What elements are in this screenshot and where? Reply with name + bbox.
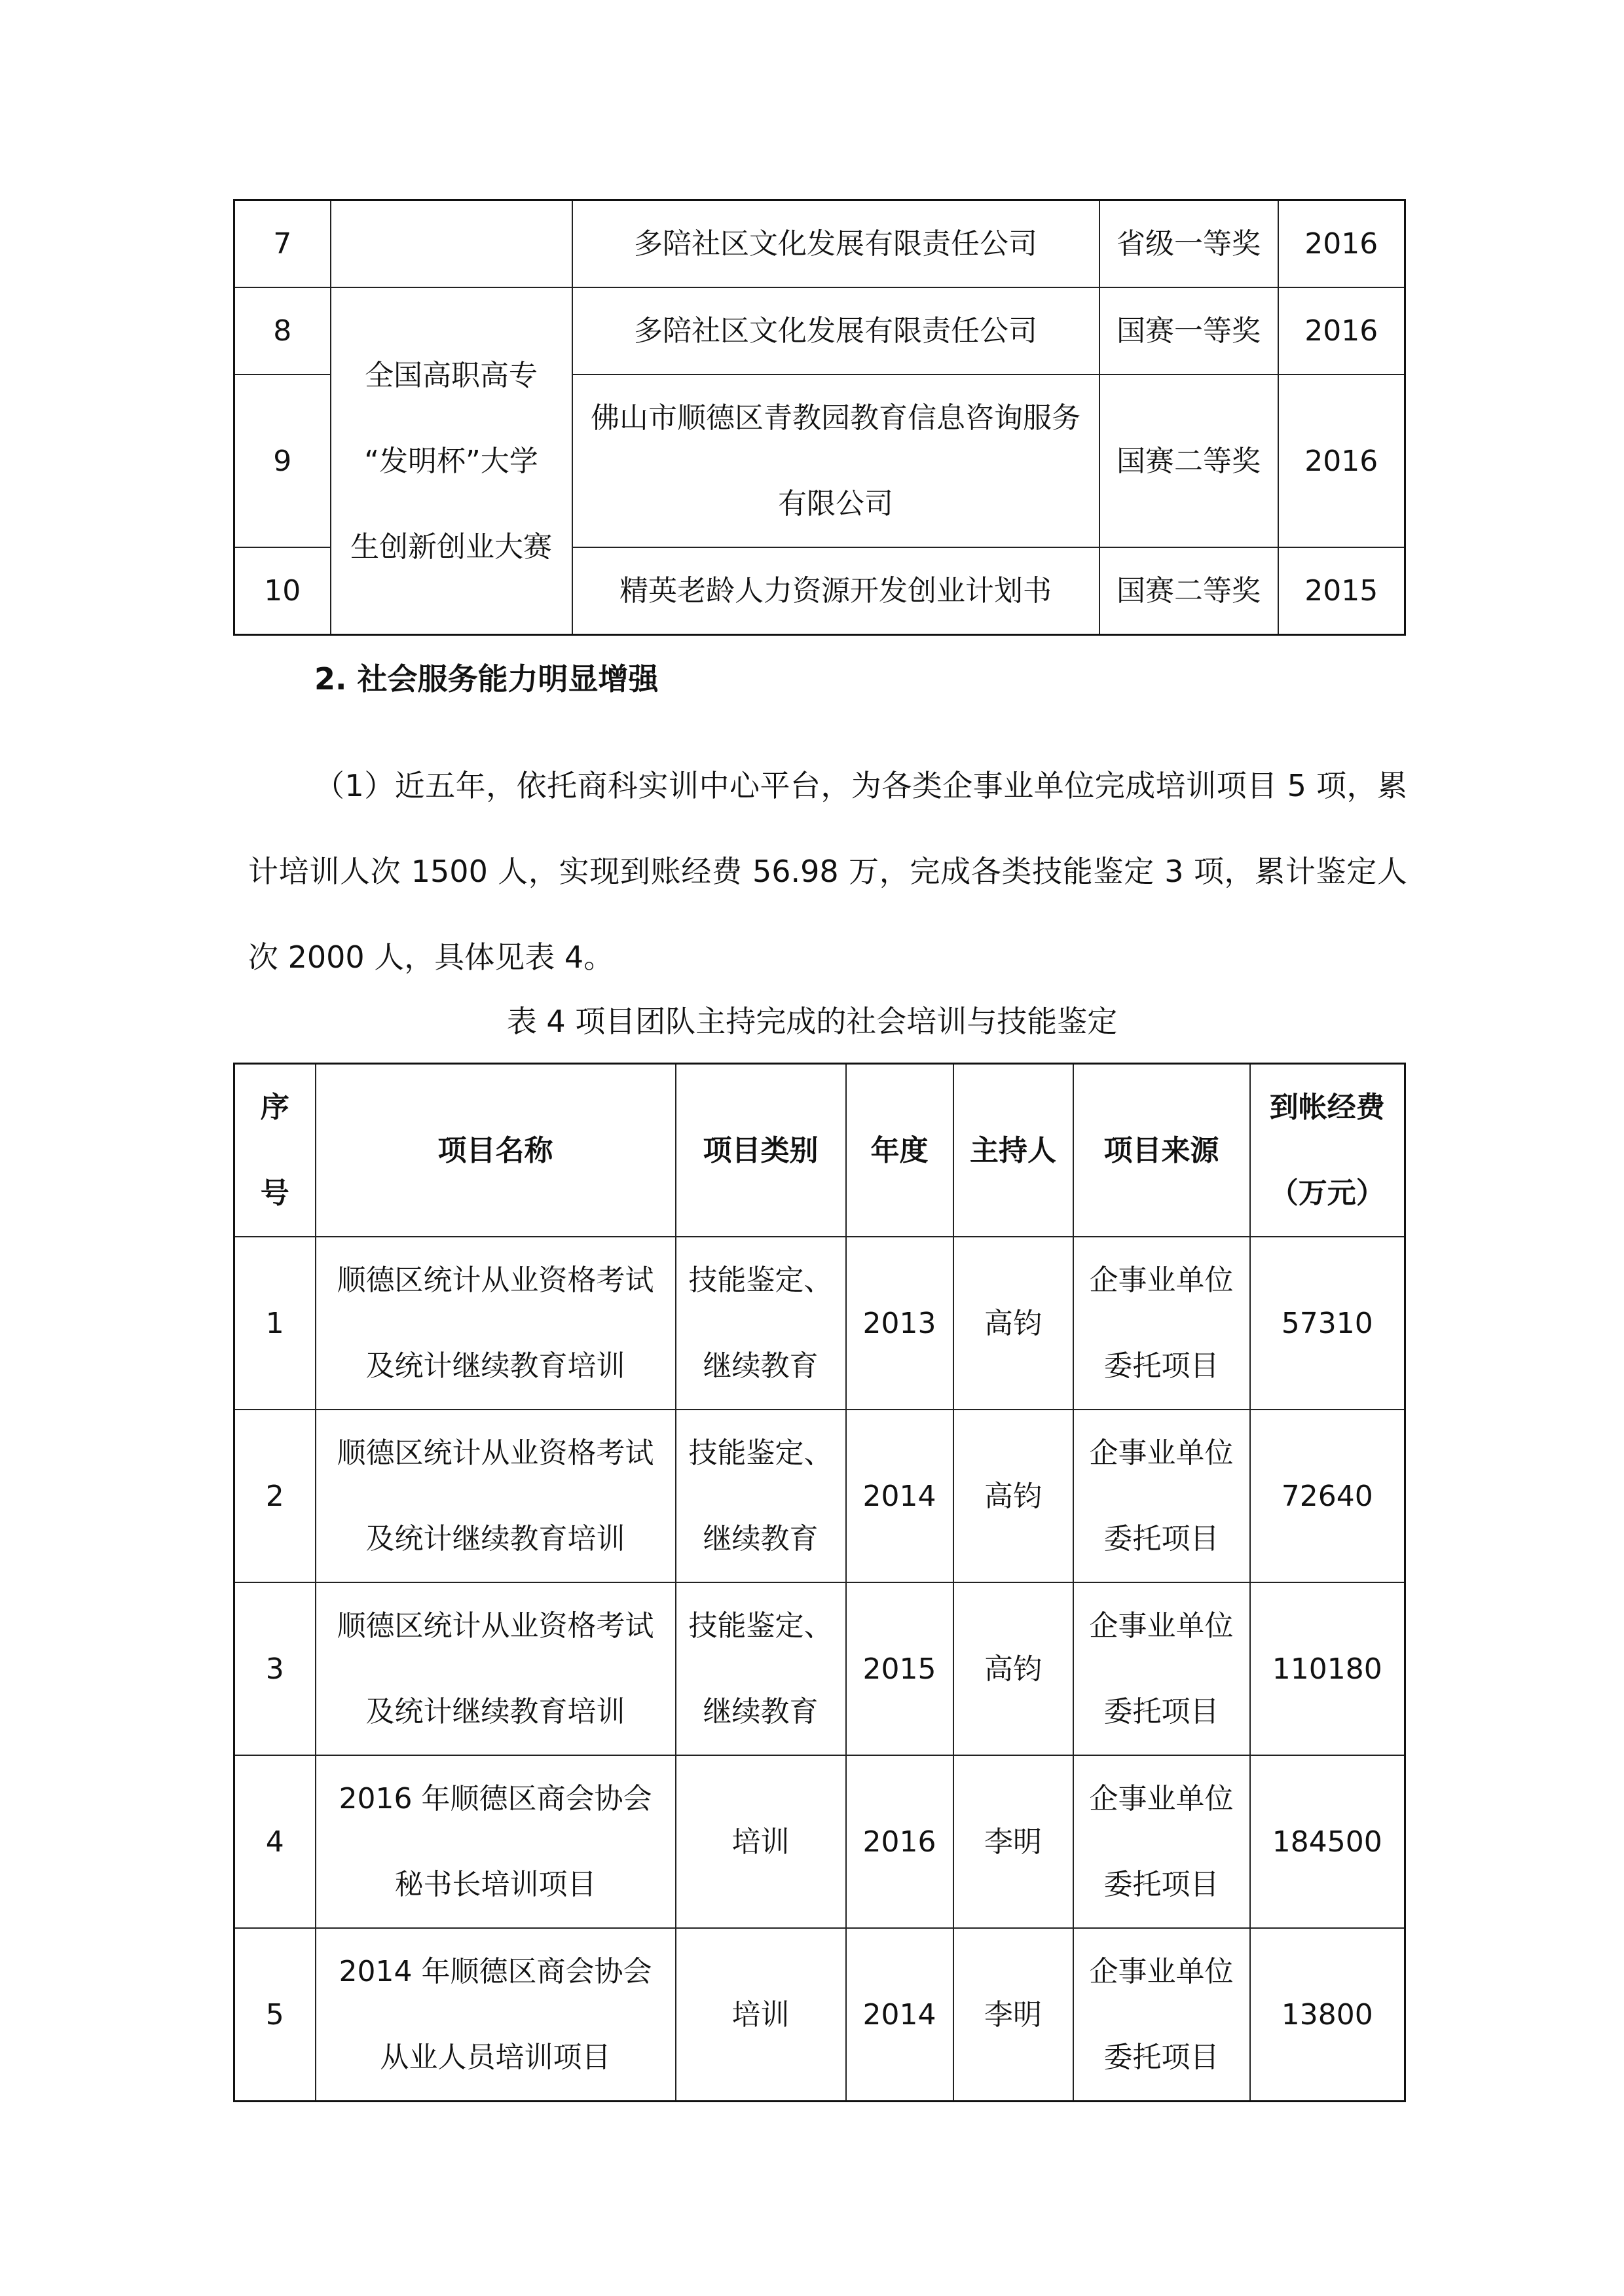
cell-host: 高钧 <box>953 1237 1073 1410</box>
cell-year: 2016 <box>846 1755 953 1928</box>
cell-name-line: 及统计继续教育培训 <box>365 1695 625 1728</box>
cell-source <box>1073 1928 1250 2102</box>
cell-name <box>316 1237 676 1410</box>
cell-year: 2016 <box>1278 374 1405 547</box>
header-source: 项目来源 <box>1073 1064 1250 1237</box>
cell-year: 2014 <box>846 1928 953 2102</box>
header-line: （万元） <box>1269 1176 1385 1210</box>
cell-source-line: 委托项目 <box>1103 2041 1219 2074</box>
cell-source <box>1073 1237 1250 1410</box>
table-row <box>234 200 1405 288</box>
cell-project <box>572 374 1099 547</box>
cell-host: 李明 <box>953 1755 1073 1928</box>
header-funds <box>1250 1064 1405 1237</box>
cell-name-line: 及统计继续教育培训 <box>365 1349 625 1383</box>
cell-no: 2 <box>234 1410 316 1582</box>
table-row <box>234 1410 1405 1582</box>
cell-no: 8 <box>234 287 331 374</box>
cell-source <box>1073 1755 1250 1928</box>
cell-competition <box>331 200 572 288</box>
table-row <box>234 287 1405 374</box>
project-line: 有限公司 <box>778 487 893 520</box>
cell-no: 7 <box>234 200 331 288</box>
table-caption: 表 4 项目团队主持完成的社会培训与技能鉴定 <box>506 1004 1118 1039</box>
cell-year: 2016 <box>1278 200 1405 288</box>
awards-table <box>233 199 1406 636</box>
table-row <box>234 1582 1405 1755</box>
section-heading: 2. 社会服务能力明显增强 <box>314 661 659 697</box>
cell-award: 省级一等奖 <box>1099 200 1278 288</box>
cell-source-line: 企事业单位 <box>1089 1436 1234 1470</box>
section-paragraph: （1）近五年，依托商科实训中心平台，为各类企事业单位完成培训项目 5 项，累计培训人次 1500 人，实现到账经费 56.98 万，完成各类技能鉴定 3 项，累计鉴定人次 2000 人，具体见表 4。 <box>248 768 1407 975</box>
cell-year: 2016 <box>1278 287 1405 374</box>
cell-name-line: 2014 年顺德区商会协会 <box>339 1955 652 1988</box>
cell-award: 国赛二等奖 <box>1099 547 1278 635</box>
cell-no: 10 <box>234 547 331 635</box>
cell-source-line: 企事业单位 <box>1089 1955 1234 1988</box>
cell-host: 高钧 <box>953 1582 1073 1755</box>
cell-award: 国赛一等奖 <box>1099 287 1278 374</box>
cell-source-line: 委托项目 <box>1103 1349 1219 1383</box>
cell-name-line: 顺德区统计从业资格考试 <box>337 1264 654 1297</box>
cell-name-line: 秘书长培训项目 <box>394 1868 597 1901</box>
cell-category-line: 继续教育 <box>703 1349 819 1383</box>
header-row <box>234 1064 1405 1237</box>
table-row <box>234 1755 1405 1928</box>
training-table <box>233 1063 1406 2102</box>
cell-no: 3 <box>234 1582 316 1755</box>
cell-project: 多陪社区文化发展有限责任公司 <box>572 287 1099 374</box>
cell-category-line: 继续教育 <box>703 1695 819 1728</box>
cell-category-line: 技能鉴定、 <box>688 1609 833 1643</box>
cell-host: 李明 <box>953 1928 1073 2102</box>
table-row <box>234 1928 1405 2102</box>
table-row <box>234 1237 1405 1410</box>
cell-year: 2014 <box>846 1410 953 1582</box>
cell-source-line: 委托项目 <box>1103 1695 1219 1728</box>
cell-funds: 13800 <box>1250 1928 1405 2102</box>
cell-competition-merged <box>331 287 572 635</box>
competition-line: 全国高职高专 <box>365 358 538 392</box>
cell-no: 5 <box>234 1928 316 2102</box>
cell-category <box>676 1237 846 1410</box>
cell-name <box>316 1755 676 1928</box>
cell-award: 国赛二等奖 <box>1099 374 1278 547</box>
cell-year: 2013 <box>846 1237 953 1410</box>
header-name: 项目名称 <box>316 1064 676 1237</box>
cell-year: 2015 <box>1278 547 1405 635</box>
cell-name-line: 从业人员培训项目 <box>380 2041 611 2074</box>
cell-year: 2015 <box>846 1582 953 1755</box>
cell-source-line: 企事业单位 <box>1089 1609 1234 1643</box>
header-line: 序 <box>260 1091 289 1124</box>
cell-funds: 72640 <box>1250 1410 1405 1582</box>
cell-category-line: 技能鉴定、 <box>688 1436 833 1470</box>
competition-line: 生创新创业大赛 <box>350 530 552 564</box>
cell-name-line: 顺德区统计从业资格考试 <box>337 1436 654 1470</box>
cell-name <box>316 1928 676 2102</box>
cell-funds: 57310 <box>1250 1237 1405 1410</box>
cell-source-line: 企事业单位 <box>1089 1782 1234 1815</box>
cell-name-line: 及统计继续教育培训 <box>365 1522 625 1556</box>
cell-funds: 184500 <box>1250 1755 1405 1928</box>
header-category: 项目类别 <box>676 1064 846 1237</box>
header-no <box>234 1064 316 1237</box>
cell-source-line: 企事业单位 <box>1089 1264 1234 1297</box>
cell-project: 多陪社区文化发展有限责任公司 <box>572 200 1099 288</box>
header-line: 到帐经费 <box>1269 1091 1385 1124</box>
project-line: 佛山市顺德区青教园教育信息咨询服务 <box>591 401 1080 435</box>
cell-funds: 110180 <box>1250 1582 1405 1755</box>
cell-category-line: 技能鉴定、 <box>688 1264 833 1297</box>
cell-source <box>1073 1410 1250 1582</box>
cell-no: 9 <box>234 374 331 547</box>
cell-name-line: 顺德区统计从业资格考试 <box>337 1609 654 1643</box>
cell-name <box>316 1410 676 1582</box>
cell-category: 培训 <box>676 1928 846 2102</box>
cell-category: 培训 <box>676 1755 846 1928</box>
cell-name-line: 2016 年顺德区商会协会 <box>339 1782 652 1815</box>
cell-project: 精英老龄人力资源开发创业计划书 <box>572 547 1099 635</box>
header-line: 号 <box>260 1176 289 1210</box>
cell-source-line: 委托项目 <box>1103 1522 1219 1556</box>
header-host: 主持人 <box>953 1064 1073 1237</box>
cell-source <box>1073 1582 1250 1755</box>
cell-no: 4 <box>234 1755 316 1928</box>
cell-category <box>676 1582 846 1755</box>
cell-category <box>676 1410 846 1582</box>
cell-host: 高钧 <box>953 1410 1073 1582</box>
cell-no: 1 <box>234 1237 316 1410</box>
cell-category-line: 继续教育 <box>703 1522 819 1556</box>
competition-line: “发明杯”大学 <box>364 444 538 478</box>
cell-name <box>316 1582 676 1755</box>
header-year: 年度 <box>846 1064 953 1237</box>
cell-source-line: 委托项目 <box>1103 1868 1219 1901</box>
